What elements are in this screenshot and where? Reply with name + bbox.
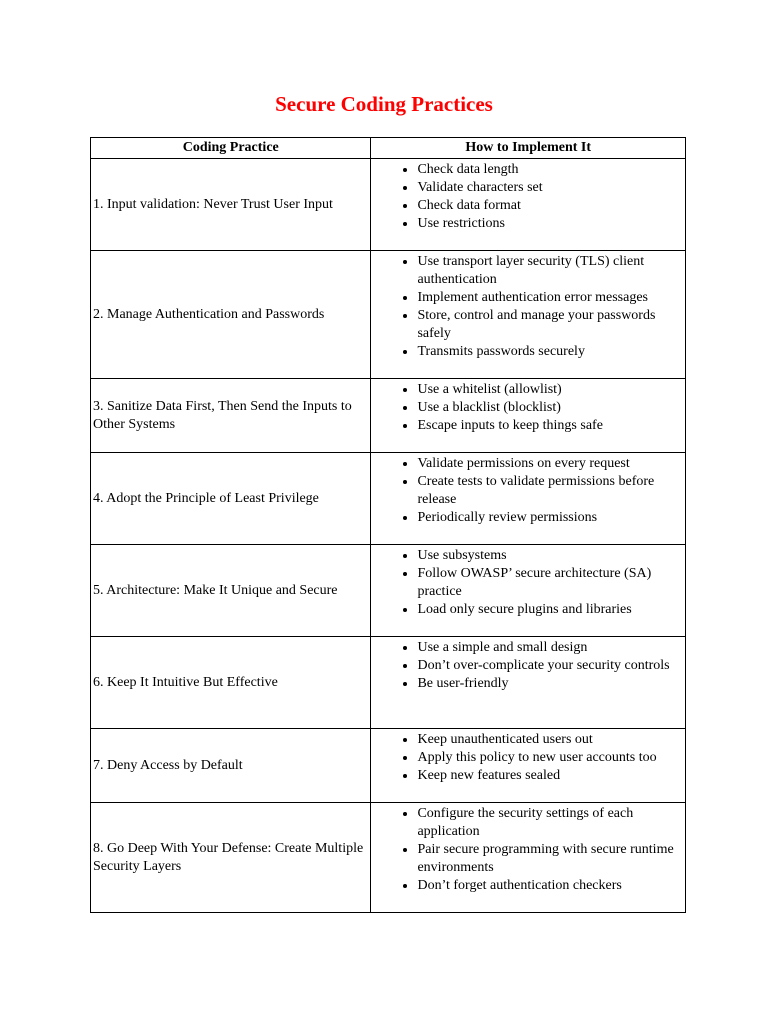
table-row — [91, 159, 686, 251]
list-item: • Use a simple and small design — [417, 639, 681, 657]
list-item: • Create tests to validate permissions before release — [417, 473, 681, 509]
list-item: • Don’t over-complicate your security controls — [417, 657, 681, 675]
practice-cell: 7. Deny Access by Default — [91, 729, 371, 803]
practice-cell: 4. Adopt the Principle of Least Privilege — [91, 453, 371, 545]
list-item: • Validate permissions on every request — [417, 455, 681, 473]
implementation-cell — [371, 453, 686, 545]
list-item: • Don’t forget authentication checkers — [417, 877, 681, 895]
implementation-list — [371, 381, 681, 435]
practice-cell: 3. Sanitize Data First, Then Send the Inputs to Other Systems — [91, 379, 371, 453]
implementation-list — [371, 805, 681, 895]
header-how-to-implement: How to Implement It — [371, 138, 686, 159]
table-row — [91, 545, 686, 637]
list-item: • Use a whitelist (allowlist) — [417, 381, 681, 399]
list-item: • Periodically review permissions — [417, 509, 681, 527]
implementation-cell — [371, 803, 686, 913]
table-row — [91, 453, 686, 545]
practice-cell: 6. Keep It Intuitive But Effective — [91, 637, 371, 729]
list-item: • Be user-friendly — [417, 675, 681, 693]
practice-cell: 2. Manage Authentication and Passwords — [91, 251, 371, 379]
implementation-list — [371, 253, 681, 361]
list-item: • Validate characters set — [417, 179, 681, 197]
implementation-cell — [371, 637, 686, 729]
list-item: • Implement authentication error messages — [417, 289, 681, 307]
list-item: • Transmits passwords securely — [417, 343, 681, 361]
list-item: • Use transport layer security (TLS) client authentication — [417, 253, 681, 289]
list-item: • Keep unauthenticated users out — [417, 731, 681, 749]
table-row — [91, 637, 686, 729]
practice-cell: 5. Architecture: Make It Unique and Secure — [91, 545, 371, 637]
table-row — [91, 729, 686, 803]
list-item: • Load only secure plugins and libraries — [417, 601, 681, 619]
list-item: • Pair secure programming with secure runtime environments — [417, 841, 681, 877]
implementation-cell — [371, 251, 686, 379]
table-header-row — [91, 138, 686, 159]
table-row — [91, 379, 686, 453]
implementation-list — [371, 161, 681, 233]
practice-cell: 1. Input validation: Never Trust User Input — [91, 159, 371, 251]
implementation-list — [371, 455, 681, 527]
practices-table — [90, 137, 686, 913]
table-body — [91, 159, 686, 913]
list-item: • Escape inputs to keep things safe — [417, 417, 681, 435]
implementation-list — [371, 731, 681, 785]
implementation-list — [371, 639, 681, 693]
header-coding-practice: Coding Practice — [91, 138, 371, 159]
list-item: • Use a blacklist (blocklist) — [417, 399, 681, 417]
list-item: • Follow OWASP’ secure architecture (SA) practice — [417, 565, 681, 601]
list-item: • Keep new features sealed — [417, 767, 681, 785]
implementation-cell — [371, 729, 686, 803]
implementation-cell — [371, 379, 686, 453]
list-item: • Check data length — [417, 161, 681, 179]
list-item: • Configure the security settings of each application — [417, 805, 681, 841]
table-row — [91, 803, 686, 913]
list-item: • Store, control and manage your passwords safely — [417, 307, 681, 343]
practice-cell: 8. Go Deep With Your Defense: Create Multiple Security Layers — [91, 803, 371, 913]
table-row — [91, 251, 686, 379]
implementation-cell — [371, 159, 686, 251]
list-item: • Check data format — [417, 197, 681, 215]
implementation-list — [371, 547, 681, 619]
page-title: Secure Coding Practices — [275, 92, 493, 116]
implementation-cell — [371, 545, 686, 637]
list-item: • Apply this policy to new user accounts too — [417, 749, 681, 767]
list-item: • Use subsystems — [417, 547, 681, 565]
list-item: • Use restrictions — [417, 215, 681, 233]
